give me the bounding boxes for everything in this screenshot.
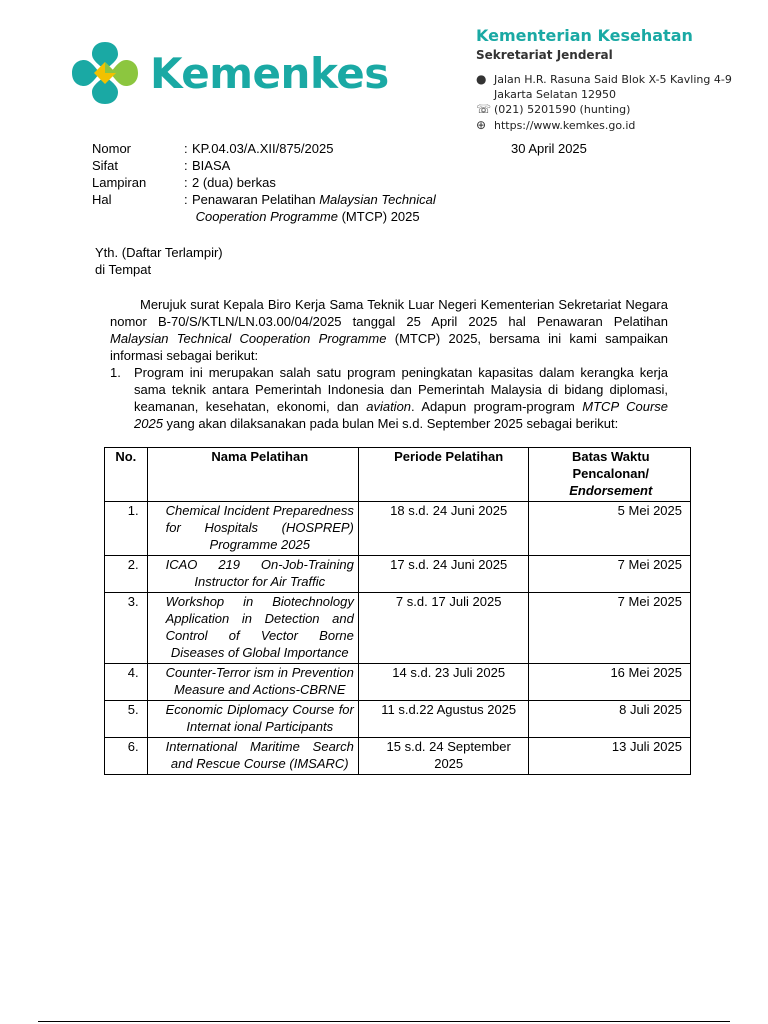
nomor-value: KP.04.03/A.XII/875/2025 [192,141,334,156]
meta-lampiran [92,174,472,191]
cell-nama: Chemical Incident Preparedness for Hospitals (HOSPREP) Programme 2025 [147,502,358,556]
cell-no: 4. [105,664,148,701]
cell-nama: Economic Diplomacy Course for Internat ional Participants [147,701,358,738]
hal-value: Penawaran Pelatihan Malaysian Technical Cooperation Programme (MTCP) 2025 [192,192,436,224]
address-line-1: Jalan H.R. Rasuna Said Blok X-5 Kavling 4-9 [494,73,732,86]
meta-nomor [92,140,472,157]
letter-date: 30 April 2025 [511,141,587,156]
recipient [95,244,223,278]
meta-sifat [92,157,472,174]
lampiran-label: Lampiran [92,175,147,190]
cell-batas: 7 Mei 2025 [529,556,691,593]
colon: : [184,158,188,173]
paragraph-intro: Merujuk surat Kepala Biro Kerja Sama Teknik Luar Negeri Kementerian Sekretariat Negara nomor B-70/S/KTLN/LN.03.00/04/2025 tanggal 25 April 2025 hal Penawaran Pelatihan Malaysian Technical Cooperation Programme (MTCP) 2025, bersama ini kami sampaikan informasi sebagai berikut: [110,297,668,363]
cell-batas: 8 Juli 2025 [529,701,691,738]
table-row [105,556,691,593]
ministry-name: Kementerian Kesehatan [476,26,693,45]
globe-icon: ⊕ [476,118,487,132]
colon: : [184,192,188,207]
cell-periode: 7 s.d. 17 Juli 2025 [358,593,529,664]
table-header-row [105,448,691,502]
cell-batas: 5 Mei 2025 [529,502,691,556]
contact-phone [476,102,630,117]
item-number: 1. [110,365,121,380]
cell-periode: 14 s.d. 23 Juli 2025 [358,664,529,701]
nomor-label: Nomor [92,141,132,156]
lampiran-value: 2 (dua) berkas [192,175,276,190]
cell-nama: Counter-Terror ism in Prevention Measure and Actions-CBRNE [147,664,358,701]
cell-nama: ICAO 219 On-Job-Training Instructor for Air Traffic [147,556,358,593]
colon: : [184,175,188,190]
recipient-line-2: di Tempat [95,262,152,277]
cell-no: 3. [105,593,148,664]
address-line-2: Jakarta Selatan 12950 [494,88,617,101]
phone-icon: ☏ [476,102,492,116]
letter-body [110,296,668,432]
kemenkes-logo [70,40,140,106]
table-row [105,738,691,775]
sifat-label: Sifat [92,158,119,173]
table-row [105,664,691,701]
letter-meta [92,140,472,225]
cell-periode: 11 s.d.22 Agustus 2025 [358,701,529,738]
cell-periode: 18 s.d. 24 Juni 2025 [358,502,529,556]
training-table [104,447,691,775]
cell-batas: 13 Juli 2025 [529,738,691,775]
header-periode: Periode Pelatihan [358,448,529,502]
meta-hal [92,191,472,225]
cell-batas: 7 Mei 2025 [529,593,691,664]
cell-periode: 17 s.d. 24 Juni 2025 [358,556,529,593]
cell-batas: 16 Mei 2025 [529,664,691,701]
footer-divider [38,1021,730,1022]
list-item [110,364,668,432]
location-icon: ● [476,72,487,86]
cell-no: 5. [105,701,148,738]
cell-no: 2. [105,556,148,593]
header-no: No. [105,448,148,502]
item-text: Program ini merupakan salah satu program peningkatan kapasitas dalam kerangka kerja sama teknik antara Pemerintah Indonesia dan Pemerintah Malaysia di bidang diplomasi, keamanan, kesehatan, ekonomi, dan aviation. Adapun program-program MTCP Course 2025 yang akan dilaksanakan pada bulan Mei s.d. September 2025 sebagai berikut: [134,365,668,431]
recipient-line-1: Yth. (Daftar Terlampir) [95,245,223,260]
contact-address [476,72,732,102]
hal-label: Hal [92,192,112,207]
colon: : [184,141,188,156]
header-batas: Batas Waktu Pencalonan/ Endorsement [529,448,691,502]
cell-no: 6. [105,738,148,775]
website-link[interactable]: https://www.kemkes.go.id [494,119,636,132]
sifat-value: BIASA [192,158,231,173]
header-nama: Nama Pelatihan [147,448,358,502]
table-row [105,502,691,556]
phone-number: (021) 5201590 (hunting) [494,103,631,116]
table-row [105,701,691,738]
cell-nama: International Maritime Search and Rescue Course (IMSARC) [147,738,358,775]
brand-name: Kemenkes [150,49,389,98]
cell-periode: 15 s.d. 24 September 2025 [358,738,529,775]
table-row [105,593,691,664]
contact-website [476,118,635,133]
secretariat-name: Sekretariat Jenderal [476,48,613,62]
cell-no: 1. [105,502,148,556]
cell-nama: Workshop in Biotechnology Application in Detection and Control of Vector Borne Diseases of Global Importance [147,593,358,664]
